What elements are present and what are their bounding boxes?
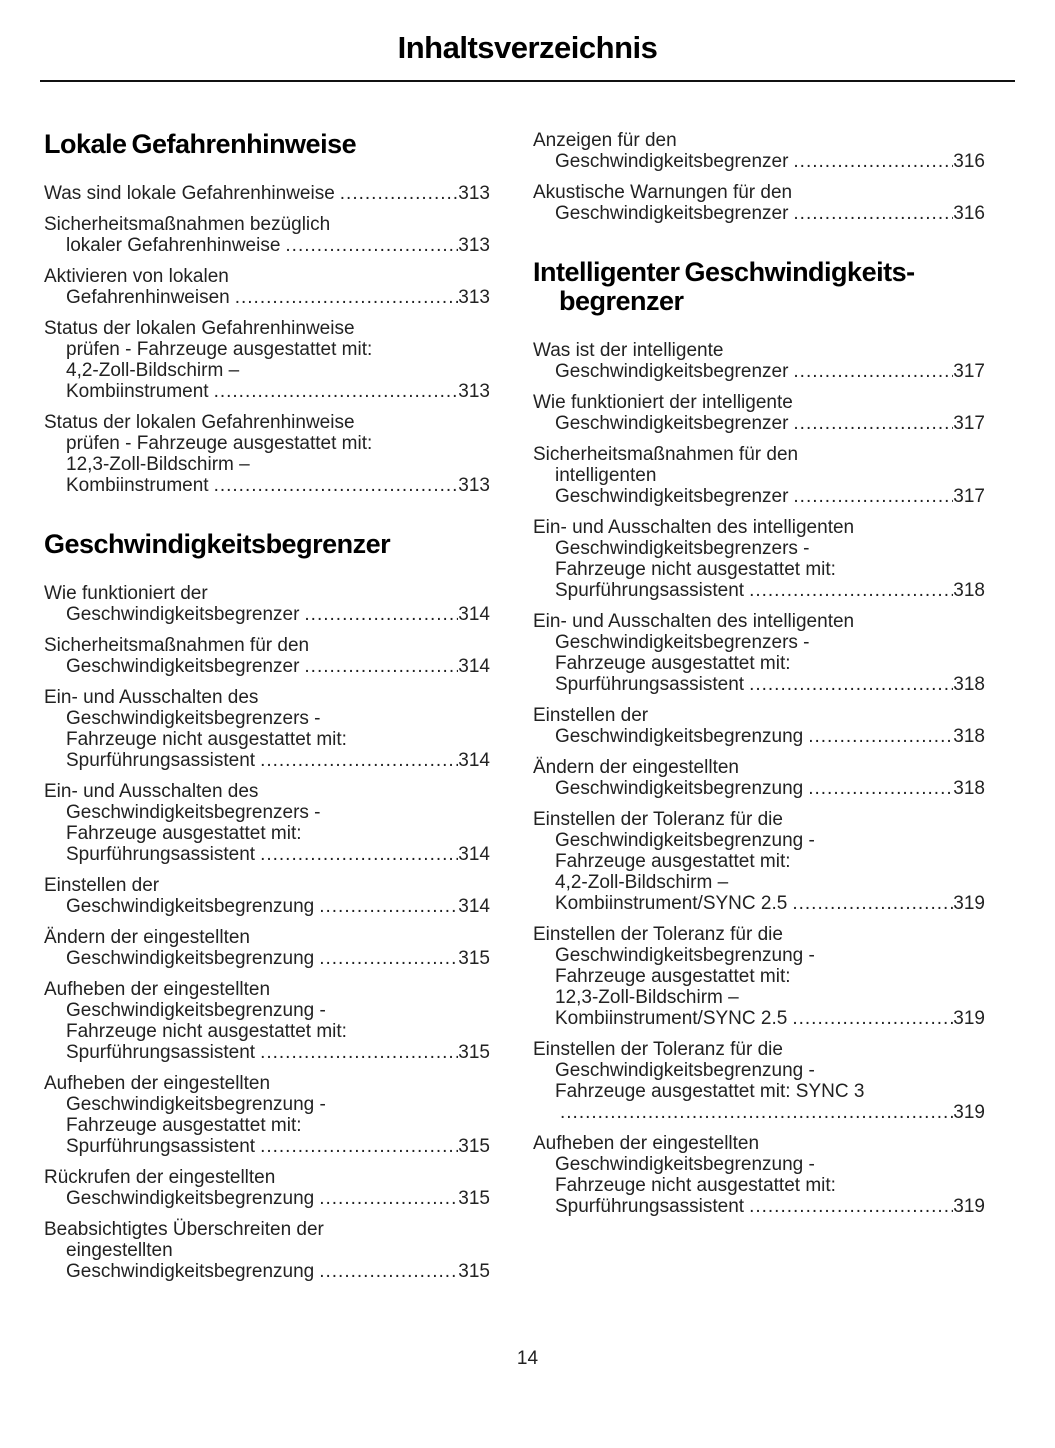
toc-entry-line: Akustische Warnungen für den [533,182,793,203]
toc-entry-line: Geschwindigkeitsbegrenzung - [555,1060,815,1081]
toc-entry-line: Einstellen der Toleranz für die [533,1039,783,1060]
toc-entry-line: 4,2-Zoll-Bildschirm – [66,360,240,381]
toc-entry [44,583,490,625]
dot-leader [260,750,458,771]
toc-entry-line: Geschwindigkeitsbegrenzung [66,896,315,917]
toc-entry [44,781,490,865]
toc-entry-lastline [44,656,490,677]
dot-leader [793,151,953,172]
dot-leader [319,948,458,969]
toc-entry-line: Geschwindigkeitsbegrenzung - [66,1000,326,1021]
toc-entry-lastline [533,203,985,224]
toc-entry-line: Fahrzeuge ausgestattet mit: [66,823,302,844]
toc-entry-line: Aufheben der eingestellten [533,1133,760,1154]
toc-entry-line: Fahrzeuge nicht ausgestattet mit: [66,1021,347,1042]
page-title: Inhaltsverzeichnis [397,30,658,65]
toc-entry-line: Ein- und Ausschalten des intelligenten [533,611,855,632]
page-ref: 314 [458,844,490,865]
toc-entry-line: Gefahrenhinweisen [66,287,230,308]
toc-entry-line: Kombiinstrument [66,475,209,496]
toc-entry-lastline [44,750,490,771]
toc-entry-line: Fahrzeuge ausgestattet mit: [555,851,791,872]
toc-entry-line: Aktivieren von lokalen [44,266,229,287]
page-ref: 318 [953,726,985,747]
toc-content [0,82,1055,1292]
toc-entry-line: Rückrufen der eingestellten [44,1167,276,1188]
dot-leader [260,844,458,865]
dot-leader [749,1196,953,1217]
toc-entry-line: Geschwindigkeitsbegrenzers - [555,632,810,653]
page-ref: 319 [953,1102,985,1123]
toc-entry-lastline [533,1102,985,1123]
toc-entry-line: Ein- und Ausschalten des [44,781,259,802]
dot-leader [214,475,459,496]
dot-leader [749,674,953,695]
toc-entry-line: Geschwindigkeitsbegrenzers - [66,708,321,729]
toc-entry-line: Geschwindigkeitsbegrenzers - [66,802,321,823]
dot-leader [285,235,458,256]
page-ref: 315 [458,1261,490,1282]
toc-entry-line: Aufheben der eingestellten [44,979,271,1000]
toc-entry-line: Beabsichtigtes Überschreiten der [44,1219,324,1240]
toc-entry [44,875,490,917]
toc-entry-lastline [533,486,985,507]
toc-entry-line: Fahrzeuge nicht ausgestattet mit: [555,559,836,580]
toc-entry-line: Spurführungsassistent [555,580,745,601]
toc-entry-line: Status der lokalen Gefahrenhinweise [44,412,355,433]
page-ref: 315 [458,1136,490,1157]
toc-entry-line: intelligenten [555,465,657,486]
page-ref: 316 [953,203,985,224]
toc-entry-lastline [533,674,985,695]
toc-entry-lastline [44,381,490,402]
toc-entry-line: Kombiinstrument/SYNC 2.5 [555,1008,788,1029]
toc-entry-line: Geschwindigkeitsbegrenzer [66,604,300,625]
toc-entry [44,266,490,308]
toc-entry-line: Geschwindigkeitsbegrenzer [555,486,789,507]
toc-entry-lastline [44,183,490,204]
toc-entry [44,687,490,771]
toc-entry-line: Spurführungsassistent [555,674,745,695]
toc-entry-lastline [533,1196,985,1217]
toc-entry-line: Wie funktioniert der intelligente [533,392,793,413]
page-ref: 317 [953,413,985,434]
toc-entry-line: Wie funktioniert der [44,583,208,604]
toc-entry [44,927,490,969]
toc-entry-line: 12,3-Zoll-Bildschirm – [66,454,250,475]
toc-entry-lastline [44,287,490,308]
toc-entry-line: Spurführungsassistent [66,750,256,771]
dot-leader [749,580,953,601]
dot-leader [792,893,953,914]
toc-entry-lastline [533,726,985,747]
toc-entry-line: Geschwindigkeitsbegrenzer [555,361,789,382]
toc-entry [533,1133,985,1217]
dot-leader [235,287,459,308]
page-ref: 313 [458,183,490,204]
dot-leader [214,381,459,402]
dot-leader [340,183,459,204]
dot-leader [793,361,953,382]
toc-entry [533,392,985,434]
toc-entry-line: Sicherheitsmaßnahmen bezüglich [44,214,331,235]
page-ref: 316 [953,151,985,172]
toc-entry [533,340,985,382]
toc-entry-line: Geschwindigkeitsbegrenzung - [555,945,815,966]
toc-entry-line: Fahrzeuge ausgestattet mit: SYNC 3 [555,1081,865,1102]
toc-entry [533,705,985,747]
page-ref: 319 [953,1008,985,1029]
toc-entry-line: Geschwindigkeitsbegrenzung [66,1261,315,1282]
toc-column-2 [533,130,985,1292]
toc-entry-line: prüfen - Fahrzeuge ausgestattet mit: [66,339,373,360]
toc-entry-lastline [533,778,985,799]
page-ref: 314 [458,656,490,677]
page-number: 14 [516,1348,539,1369]
toc-entry [533,130,985,172]
toc-entry-line: Spurführungsassistent [66,1136,256,1157]
toc-entry-line: Fahrzeuge ausgestattet mit: [66,1115,302,1136]
section-heading [533,258,985,316]
toc-entry-line: Geschwindigkeitsbegrenzung [555,726,804,747]
page-ref: 319 [953,1196,985,1217]
toc-entry-lastline [533,361,985,382]
page-ref: 318 [953,674,985,695]
toc-entry-lastline [44,1188,490,1209]
toc-entry-line: Sicherheitsmaßnahmen für den [44,635,310,656]
toc-entry [533,444,985,507]
page-ref: 315 [458,1188,490,1209]
toc-entry-line: Anzeigen für den [533,130,677,151]
dot-leader [793,413,953,434]
toc-entry-line: Ein- und Ausschalten des [44,687,259,708]
page-ref: 313 [458,381,490,402]
page-ref: 318 [953,580,985,601]
dot-leader [560,1102,953,1123]
toc-column-1 [44,130,490,1292]
toc-entry [44,1219,490,1282]
toc-entry-lastline [533,151,985,172]
toc-entry-line: Kombiinstrument/SYNC 2.5 [555,893,788,914]
toc-entry [533,182,985,224]
toc-entry [533,809,985,914]
toc-entry-line: Was sind lokale Gefahrenhinweise [44,183,335,204]
section-heading-line: begrenzer [559,286,684,316]
page-ref: 315 [458,948,490,969]
toc-entry-line: Geschwindigkeitsbegrenzung - [555,1154,815,1175]
toc-entry [533,924,985,1029]
toc-entry-line: 4,2-Zoll-Bildschirm – [555,872,729,893]
toc-entry-line: Einstellen der [44,875,160,896]
toc-entry-line: Einstellen der Toleranz für die [533,924,783,945]
toc-entry [44,979,490,1063]
toc-entry-lastline [44,948,490,969]
page-ref: 315 [458,1042,490,1063]
dot-leader [792,1008,953,1029]
dot-leader [319,896,458,917]
dot-leader [808,726,953,747]
toc-entry-line: Spurführungsassistent [66,844,256,865]
dot-leader [260,1042,458,1063]
toc-entry-lastline [533,580,985,601]
page-ref: 317 [953,486,985,507]
toc-entry-line: Einstellen der [533,705,649,726]
toc-entry-line: eingestellten [66,1240,173,1261]
toc-entry [44,1167,490,1209]
dot-leader [304,604,458,625]
toc-entry-line: Was ist der intelligente [533,340,724,361]
toc-entry-lastline [44,1261,490,1282]
dot-leader [319,1188,458,1209]
toc-entry-line: Geschwindigkeitsbegrenzer [66,656,300,677]
toc-entry-lastline [44,844,490,865]
section-heading [44,130,490,159]
toc-entry-lastline [44,1136,490,1157]
page-ref: 313 [458,235,490,256]
toc-entry-lastline [44,604,490,625]
page-ref: 314 [458,896,490,917]
toc-entry-line: Fahrzeuge ausgestattet mit: [555,653,791,674]
toc-entry-line: 12,3-Zoll-Bildschirm – [555,987,739,1008]
toc-entry-line: Geschwindigkeitsbegrenzer [555,151,789,172]
dot-leader [793,203,953,224]
toc-entry [44,183,490,204]
toc-entry-lastline [44,475,490,496]
toc-entry-lastline [44,896,490,917]
toc-entry-lastline [44,235,490,256]
toc-entry-line: Spurführungsassistent [66,1042,256,1063]
toc-entry [533,517,985,601]
page-ref: 318 [953,778,985,799]
toc-entry-line: Ein- und Ausschalten des intelligenten [533,517,855,538]
section-heading [44,530,490,559]
page-ref: 313 [458,287,490,308]
dot-leader [319,1261,458,1282]
toc-entry [44,1073,490,1157]
toc-entry [533,611,985,695]
toc-entry [44,635,490,677]
section-heading-line: Lokale Gefahrenhinweise [44,129,357,159]
toc-entry-line: Ändern der eingestellten [533,757,739,778]
toc-entry-line: Fahrzeuge nicht ausgestattet mit: [555,1175,836,1196]
toc-entry-line: Sicherheitsmaßnahmen für den [533,444,799,465]
toc-entry-line: Geschwindigkeitsbegrenzer [555,413,789,434]
page-ref: 319 [953,893,985,914]
toc-entry-lastline [533,413,985,434]
toc-entry-line: prüfen - Fahrzeuge ausgestattet mit: [66,433,373,454]
toc-entry-lastline [533,1008,985,1029]
toc-entry-line: Geschwindigkeitsbegrenzung [555,778,804,799]
toc-entry [44,318,490,402]
toc-entry-line: Aufheben der eingestellten [44,1073,271,1094]
section-heading-line: Geschwindigkeitsbegrenzer [44,529,391,559]
page-ref: 317 [953,361,985,382]
toc-entry-line: Fahrzeuge ausgestattet mit: [555,966,791,987]
toc-entry-line: Einstellen der Toleranz für die [533,809,783,830]
page-ref: 314 [458,604,490,625]
toc-entry [44,214,490,256]
dot-leader [260,1136,458,1157]
toc-entry-line: Geschwindigkeitsbegrenzung - [66,1094,326,1115]
toc-entry [44,412,490,496]
section-heading-line: Intelligenter Geschwindigkeits- [533,257,915,287]
toc-entry-lastline [44,1042,490,1063]
toc-entry-line: Geschwindigkeitsbegrenzers - [555,538,810,559]
dot-leader [808,778,953,799]
toc-entry-line: Kombiinstrument [66,381,209,402]
toc-entry [533,1039,985,1123]
toc-entry [533,757,985,799]
toc-entry-lastline [533,893,985,914]
page-header [0,0,1055,82]
page-ref: 313 [458,475,490,496]
toc-entry-line: Geschwindigkeitsbegrenzer [555,203,789,224]
toc-entry-line: Geschwindigkeitsbegrenzung - [555,830,815,851]
toc-entry-line: Spurführungsassistent [555,1196,745,1217]
toc-entry-line: Status der lokalen Gefahrenhinweise [44,318,355,339]
toc-entry-line: Fahrzeuge nicht ausgestattet mit: [66,729,347,750]
toc-entry-line: Geschwindigkeitsbegrenzung [66,1188,315,1209]
page-ref: 314 [458,750,490,771]
toc-entry-line: Geschwindigkeitsbegrenzung [66,948,315,969]
toc-entry-line: Ändern der eingestellten [44,927,250,948]
dot-leader [304,656,458,677]
toc-entry-line: lokaler Gefahrenhinweise [66,235,281,256]
dot-leader [793,486,953,507]
